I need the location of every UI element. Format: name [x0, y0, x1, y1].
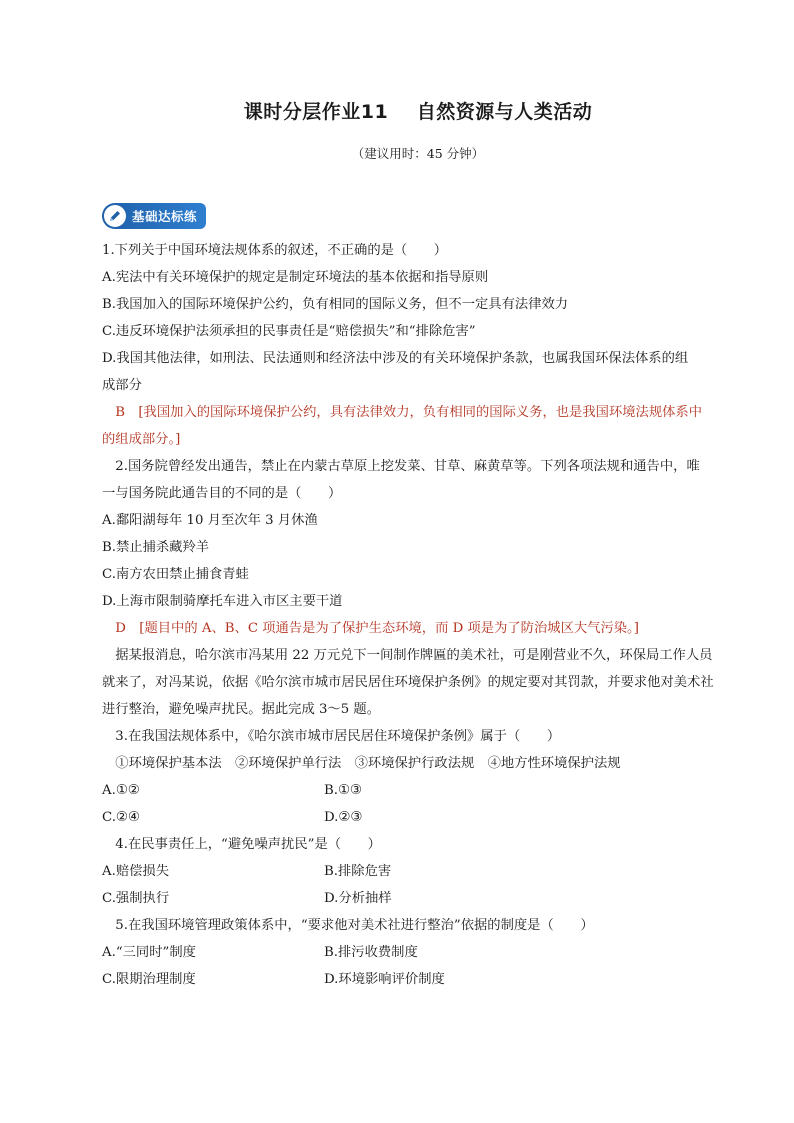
- question-1-option-d-cont: 成部分: [102, 378, 142, 393]
- question-2-stem-cont: 一与国务院此通告目的不同的是（ ）: [102, 486, 342, 501]
- question-1-option-b: B.我国加入的国际环境保护公约，负有相同的国际义务，但不一定具有法律效力: [102, 297, 569, 312]
- passage-line-2: 就来了，对冯某说，依据《哈尔滨市城市居民居住环境保护条例》的规定要对其罚款，并要求他对美术社: [102, 675, 714, 690]
- question-5-option-a: A.“三同时”制度: [102, 945, 196, 960]
- section-badge-label: 基础达标练: [132, 209, 198, 224]
- question-3-stem: 3.在我国法规体系中，《哈尔滨市城市居民居住环境保护条例》属于（ ）: [102, 729, 561, 744]
- question-4-option-b: B.排除危害: [324, 864, 392, 879]
- passage-line-3: 进行整治，避免噪声扰民。据此完成 3～5 题。: [102, 702, 381, 717]
- question-5-option-d: D.环境影响评价制度: [324, 972, 445, 987]
- question-1-option-a: A.宪法中有关环境保护的规定是制定环境法的基本依据和指导原则: [102, 270, 489, 285]
- question-4-option-c: C.强制执行: [102, 891, 170, 906]
- question-1-answer: B [我国加入的国际环境保护公约，具有法律效力，负有相同的国际义务，也是我国环境法规体系中: [102, 405, 703, 420]
- question-3-option-d: D.②③: [324, 810, 363, 825]
- question-4-option-a: A.赔偿损失: [102, 864, 170, 879]
- question-2-option-d: D.上海市限制骑摩托车进入市区主要干道: [102, 594, 343, 609]
- question-1-stem: 1.下列关于中国环境法规体系的叙述，不正确的是（ ）: [102, 243, 448, 258]
- question-4-option-d: D.分析抽样: [324, 891, 392, 906]
- pencil-icon: [104, 205, 126, 227]
- page-title: 课时分层作业11 自然资源与人类活动: [243, 101, 593, 123]
- question-3-option-c: C.②④: [102, 810, 140, 825]
- page-subtitle: （建议用时：45 分钟）: [351, 146, 485, 161]
- question-1-option-c: C.违反环境保护法须承担的民事责任是“赔偿损失”和“排除危害”: [102, 324, 476, 339]
- question-1-answer-cont: 的组成部分。]: [102, 432, 181, 447]
- question-5-stem: 5.在我国环境管理政策体系中，“要求他对美术社进行整治”依据的制度是（ ）: [102, 918, 594, 933]
- question-5-option-c: C.限期治理制度: [102, 972, 196, 987]
- question-2-option-a: A.鄱阳湖每年 10 月至次年 3 月休渔: [102, 513, 318, 528]
- question-2-stem: 2.国务院曾经发出通告，禁止在内蒙古草原上挖发菜、甘草、麻黄草等。下列各项法规和通告中，唯: [102, 459, 700, 474]
- question-2-option-b: B.禁止捕杀藏羚羊: [102, 540, 210, 555]
- question-3-option-b: B.①③: [324, 783, 362, 798]
- question-3-option-a: A.①②: [102, 783, 140, 798]
- question-2-answer: D [题目中的 A、B、C 项通告是为了保护生态环境，而 D 项是为了防治城区大气污染。]: [102, 621, 639, 636]
- question-3-statements: ①环境保护基本法 ②环境保护单行法 ③环境保护行政法规 ④地方性环境保护法规: [102, 756, 621, 771]
- question-4-stem: 4.在民事责任上，“避免噪声扰民”是（ ）: [102, 837, 381, 852]
- question-2-option-c: C.南方农田禁止捕食青蛙: [102, 567, 249, 582]
- question-1-option-d: D.我国其他法律，如刑法、民法通则和经济法中涉及的有关环境保护条款，也属我国环保法体系的组: [102, 351, 689, 366]
- question-5-option-b: B.排污收费制度: [324, 945, 418, 960]
- section-badge: [102, 203, 206, 229]
- passage-line-1: 据某报消息，哈尔滨市冯某用 22 万元兑下一间制作牌匾的美术社，可是刚营业不久，环保局工作人员: [102, 648, 713, 663]
